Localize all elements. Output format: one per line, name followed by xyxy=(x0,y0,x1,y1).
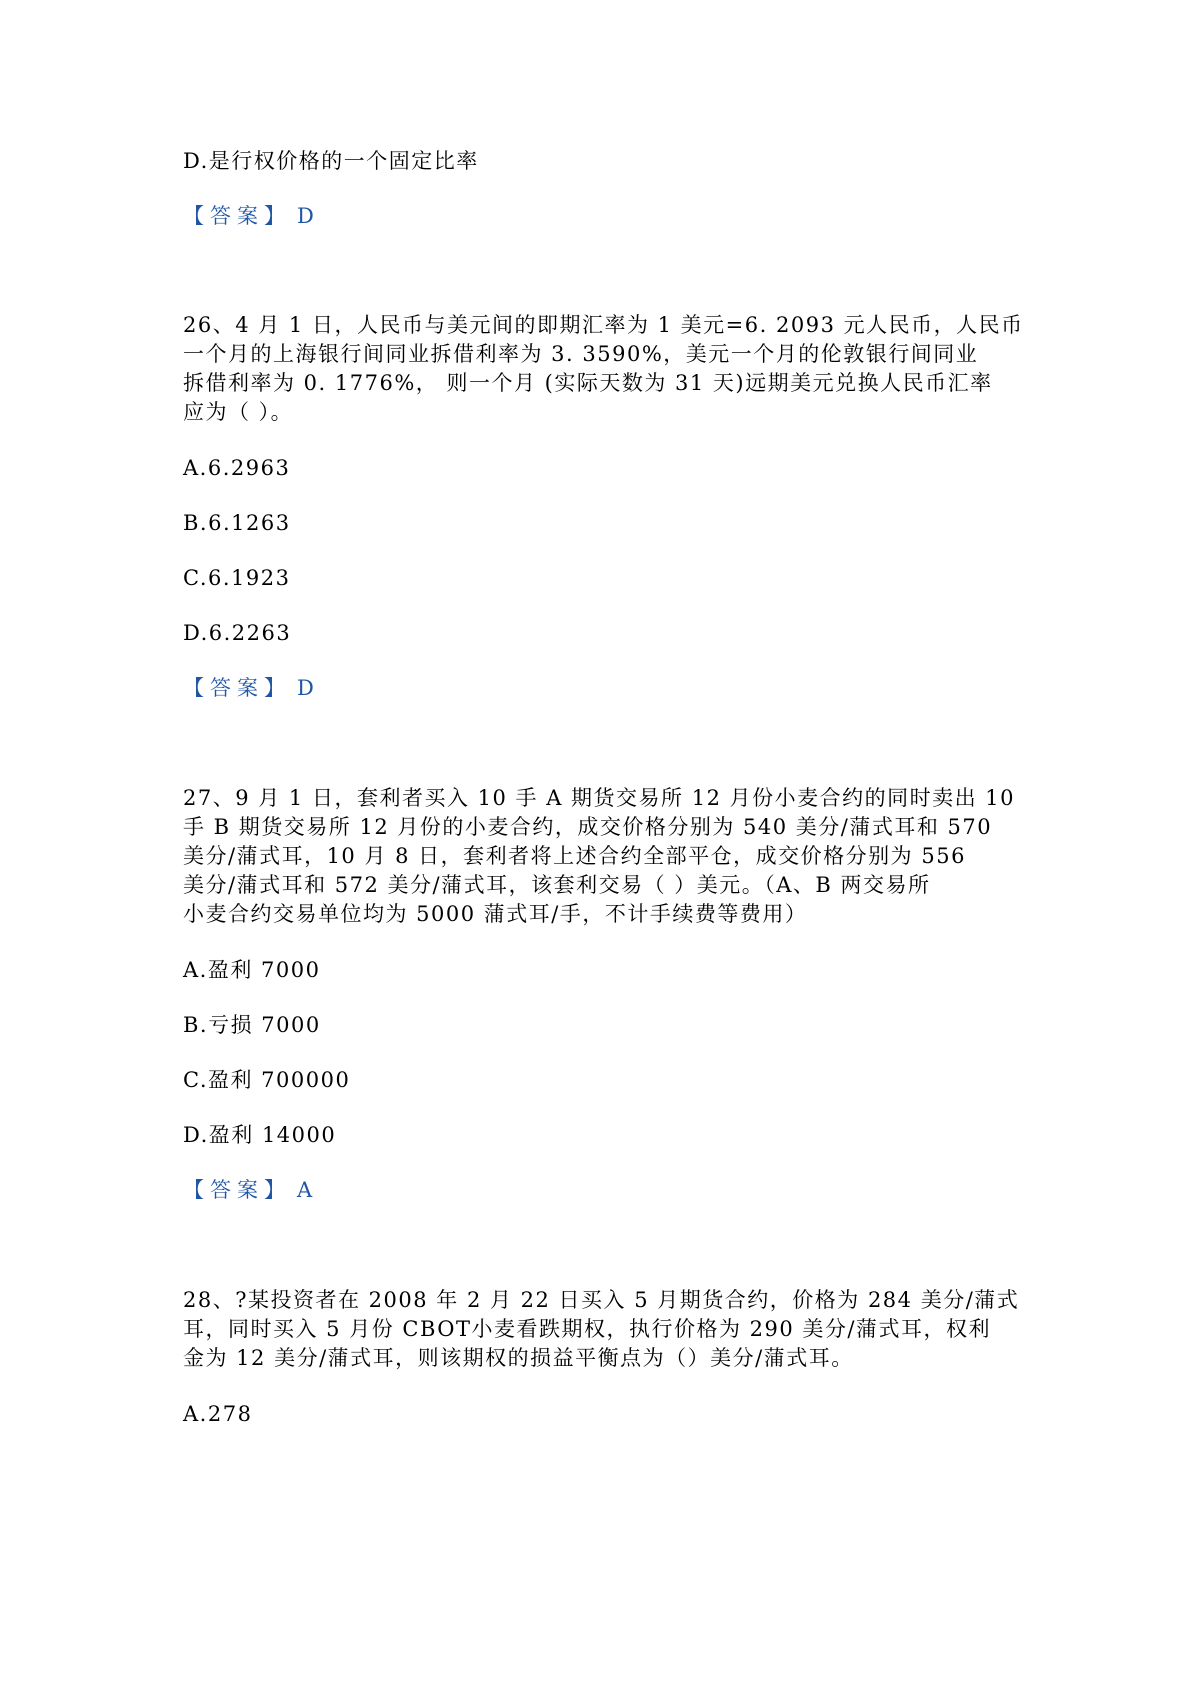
q28-option-a: A.278 xyxy=(183,1402,253,1426)
q26-stem-line-1: 26、4 月 1 日，人民币与美元间的即期汇率为 1 美元=6. 2093 元人民币，人民币 xyxy=(183,313,1024,337)
q26-option-c: C.6.1923 xyxy=(183,566,291,590)
answer-value: D xyxy=(297,204,316,228)
q27-answer xyxy=(183,1175,314,1205)
q26-option-a: A.6.2963 xyxy=(183,456,291,480)
q28-stem-line-1: 28、?某投资者在 2008 年 2 月 22 日买入 5 月期货合约，价格为 284 美分/蒲式 xyxy=(183,1288,1020,1312)
q26-answer xyxy=(183,673,315,703)
answer-label: 【答案】 xyxy=(183,204,291,228)
q25-option-d: D.是行权价格的一个固定比率 xyxy=(183,149,479,173)
q27-option-d: D.盈利 14000 xyxy=(183,1123,337,1147)
answer-value: D xyxy=(297,676,316,700)
q26-option-d: D.6.2263 xyxy=(183,621,292,645)
q28-stem-line-3: 金为 12 美分/蒲式耳，则该期权的损益平衡点为（）美分/蒲式耳。 xyxy=(183,1346,854,1370)
q27-option-a: A.盈利 7000 xyxy=(183,958,321,982)
q27-stem-line-5: 小麦合约交易单位均为 5000 蒲式耳/手，不计手续费等费用） xyxy=(183,902,808,926)
answer-label: 【答案】 xyxy=(183,1178,291,1202)
answer-value: A xyxy=(297,1178,314,1202)
q27-option-c: C.盈利 700000 xyxy=(183,1068,351,1092)
q27-stem-line-2: 手 B 期货交易所 12 月份的小麦合约，成交价格分别为 540 美分/蒲式耳和 570 xyxy=(183,815,993,839)
q28-stem-line-2: 耳，同时买入 5 月份 CBOT小麦看跌期权，执行价格为 290 美分/蒲式耳，权利 xyxy=(183,1317,992,1341)
q25-answer xyxy=(183,201,315,231)
q27-stem-line-3: 美分/蒲式耳，10 月 8 日，套利者将上述合约全部平仓，成交价格分别为 556 xyxy=(183,844,966,868)
q27-stem-line-1: 27、9 月 1 日，套利者买入 10 手 A 期货交易所 12 月份小麦合约的同时卖出 10 xyxy=(183,786,1016,810)
q26-stem-line-3: 拆借利率为 0. 1776%， 则一个月 (实际天数为 31 天)远期美元兑换人民币汇率 xyxy=(183,371,993,395)
answer-label: 【答案】 xyxy=(183,676,291,700)
q27-option-b: B.亏损 7000 xyxy=(183,1013,321,1037)
q27-stem-line-4: 美分/蒲式耳和 572 美分/蒲式耳，该套利交易（ ）美元。（A、B 两交易所 xyxy=(183,873,931,897)
q26-stem-line-2: 一个月的上海银行间同业拆借利率为 3. 3590%，美元一个月的伦敦银行间同业 xyxy=(183,342,979,366)
q26-stem-line-4: 应为（ ）。 xyxy=(183,400,294,424)
q26-option-b: B.6.1263 xyxy=(183,511,291,535)
